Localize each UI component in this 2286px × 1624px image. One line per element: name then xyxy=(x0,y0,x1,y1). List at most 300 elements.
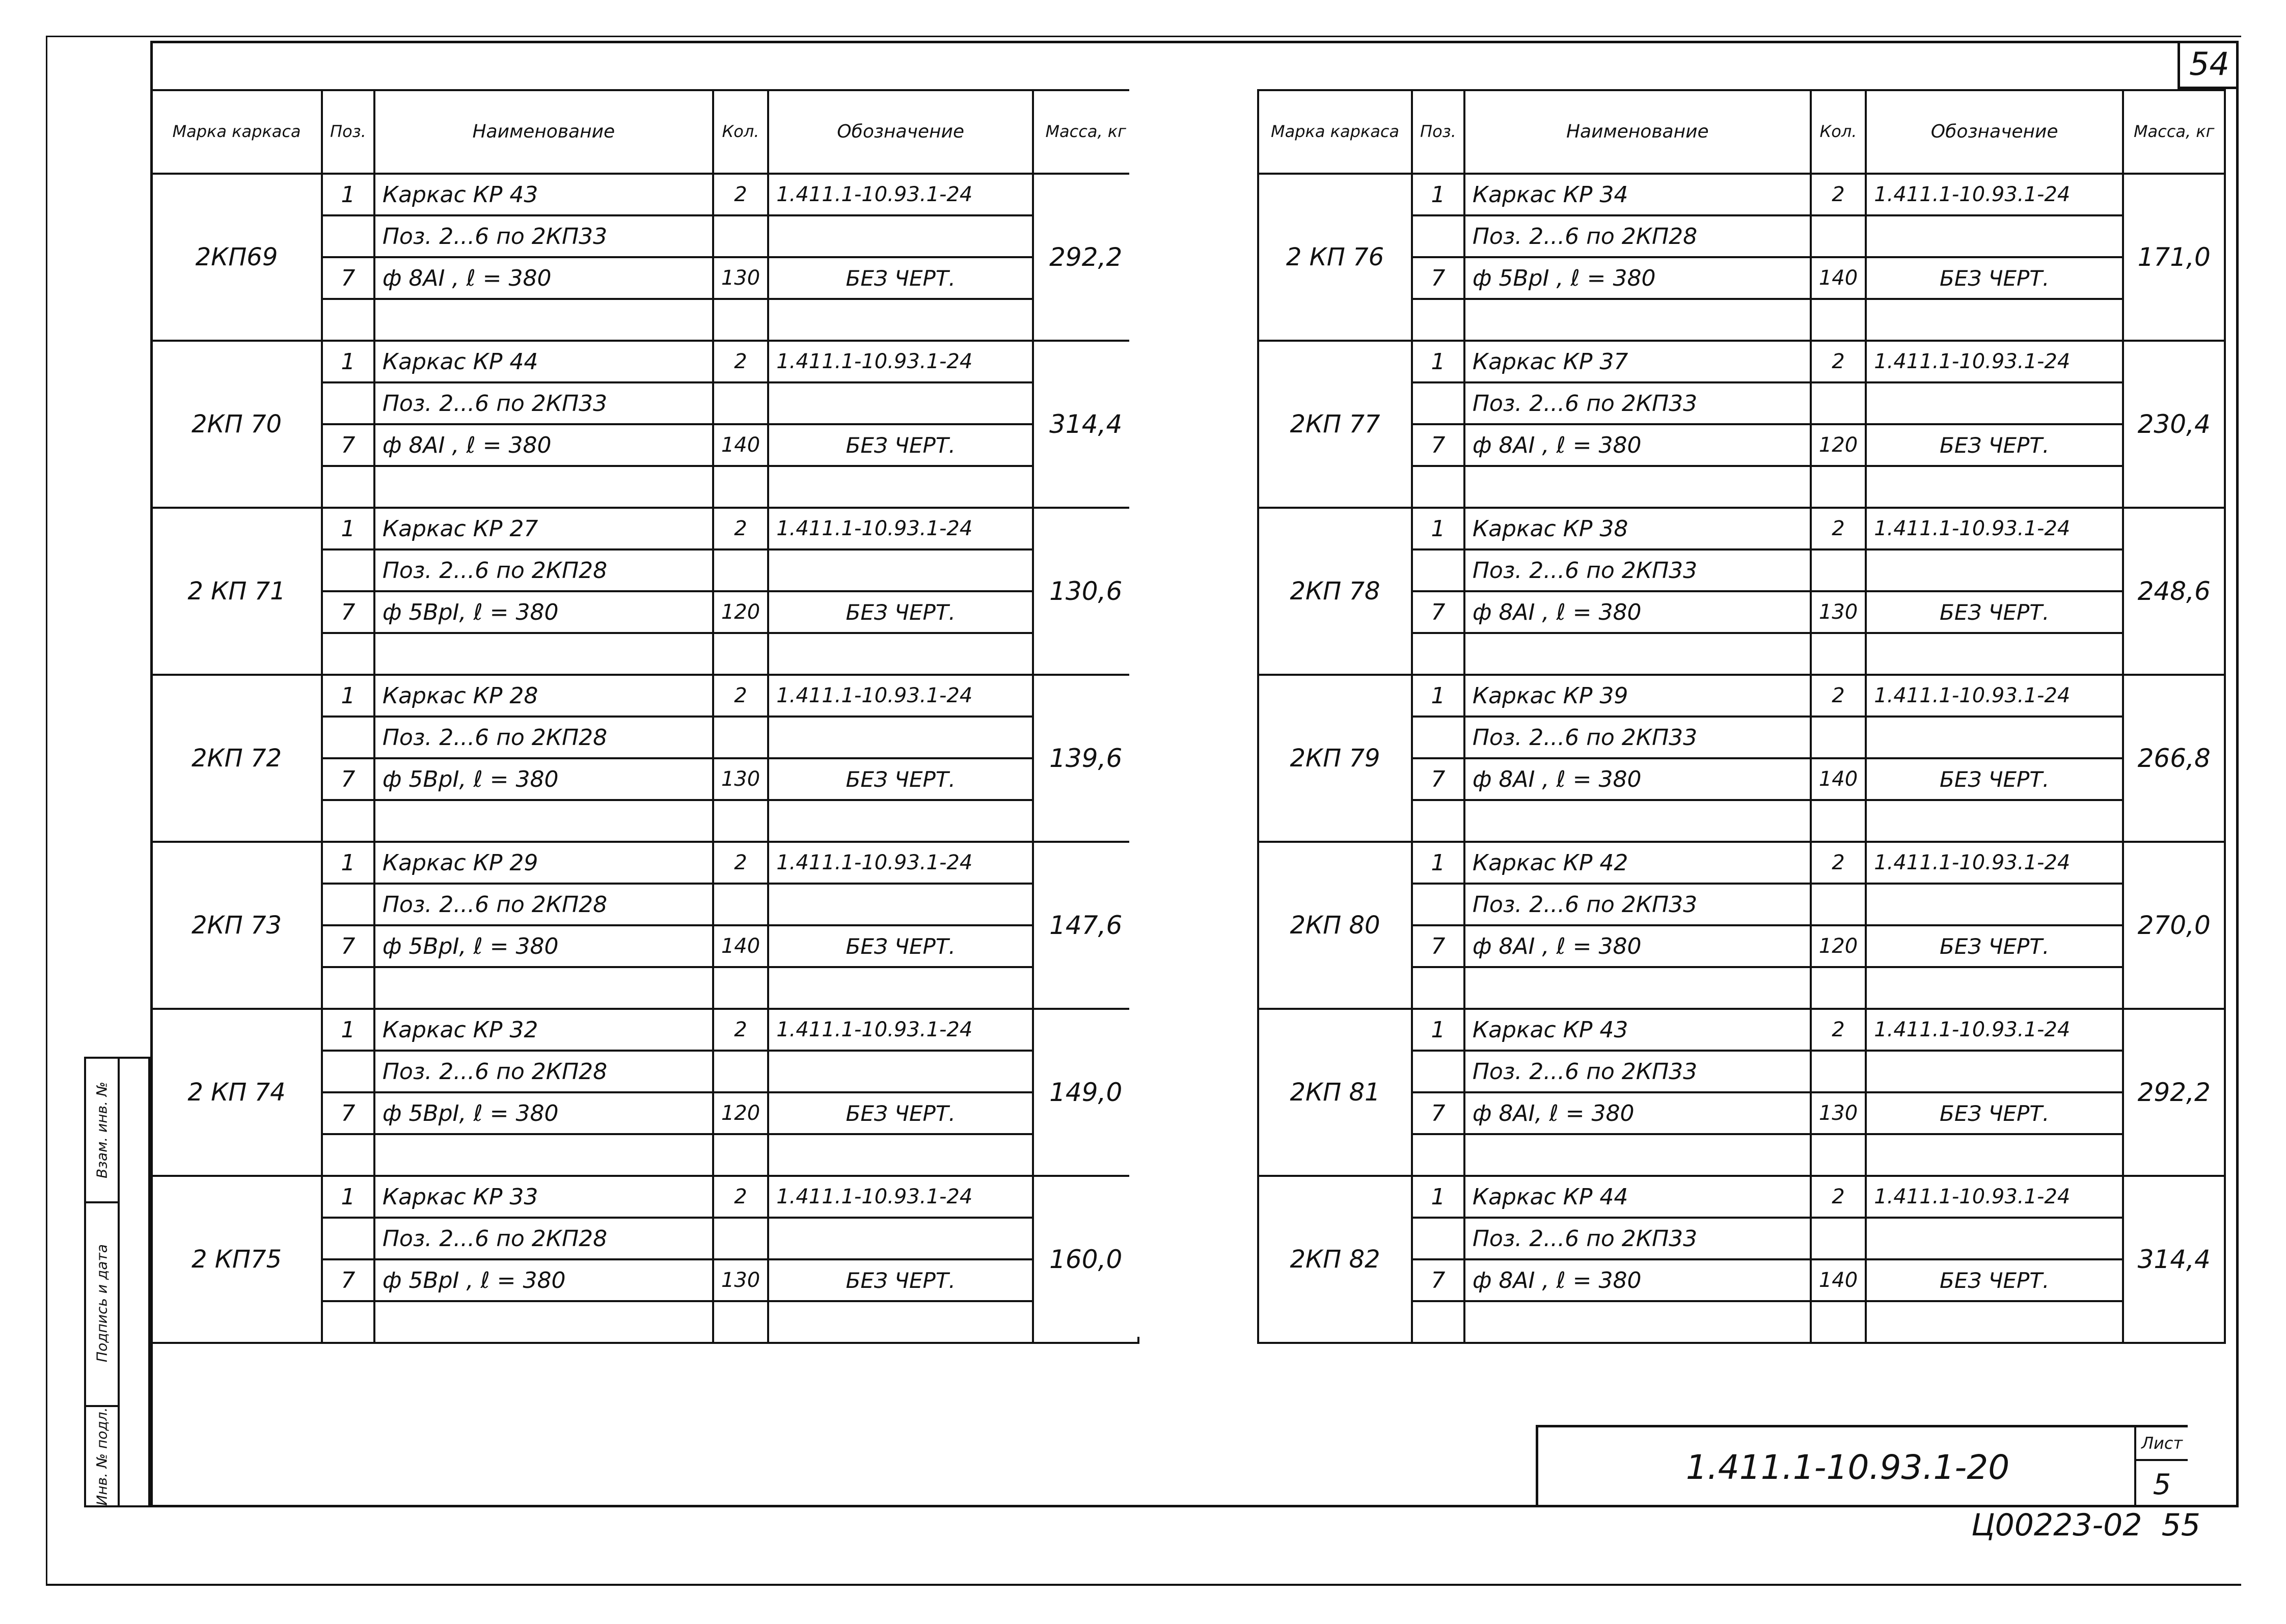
item-name: Каркас КР 27 xyxy=(374,508,713,549)
quantity: 2 xyxy=(713,1009,768,1051)
position xyxy=(1412,884,1464,925)
sheet-label: Лист xyxy=(2136,1427,2188,1461)
designation xyxy=(1866,299,2123,341)
item-name: Поз. 2...6 по 2КП33 xyxy=(1464,884,1811,925)
designation: 1.411.1-10.93.1-24 xyxy=(768,508,1033,549)
item-name: Поз. 2...6 по 2КП33 xyxy=(374,382,713,424)
col-header-pos: Поз. xyxy=(1412,90,1464,174)
item-name: Каркас КР 43 xyxy=(374,174,713,215)
frame-mass: 270,0 xyxy=(2123,842,2225,1009)
frame-mark: 2КП69 xyxy=(151,174,322,341)
quantity: 2 xyxy=(1811,1009,1866,1051)
quantity xyxy=(1811,299,1866,341)
position: 1 xyxy=(322,675,374,717)
frame-mass: 292,2 xyxy=(2123,1009,2225,1176)
position: 1 xyxy=(1412,842,1464,884)
item-name: ф 5ВрI, ℓ = 380 xyxy=(374,758,713,800)
quantity xyxy=(1811,382,1866,424)
quantity: 130 xyxy=(1811,591,1866,633)
quantity: 2 xyxy=(713,1176,768,1218)
position xyxy=(322,382,374,424)
position xyxy=(1412,717,1464,758)
table-row xyxy=(1258,341,2225,382)
item-name xyxy=(374,1134,713,1176)
designation: БЕЗ ЧЕРТ. xyxy=(1866,591,2123,633)
col-header-designation: Обозначение xyxy=(768,90,1033,174)
archive-stamp xyxy=(1971,1507,2200,1543)
position: 1 xyxy=(1412,675,1464,717)
position xyxy=(1412,382,1464,424)
item-name: Поз. 2...6 по 2КП28 xyxy=(374,1051,713,1092)
item-name xyxy=(374,299,713,341)
frame-mass: 149,0 xyxy=(1033,1009,1138,1176)
quantity: 140 xyxy=(713,424,768,466)
approval-strip-label-column xyxy=(86,1059,120,1505)
designation: 1.411.1-10.93.1-24 xyxy=(768,1176,1033,1218)
item-name: Поз. 2...6 по 2КП33 xyxy=(374,215,713,257)
designation: БЕЗ ЧЕРТ. xyxy=(1866,1092,2123,1134)
item-name: Поз. 2...6 по 2КП28 xyxy=(374,1218,713,1259)
archive-page: 55 xyxy=(2161,1507,2200,1543)
designation xyxy=(1866,466,2123,508)
item-name: ф 5ВрI , ℓ = 380 xyxy=(1464,257,1811,299)
position xyxy=(322,800,374,842)
designation xyxy=(768,800,1033,842)
quantity xyxy=(1811,1218,1866,1259)
quantity xyxy=(1811,549,1866,591)
item-name: ф 5ВрI, ℓ = 380 xyxy=(374,1092,713,1134)
item-name xyxy=(374,967,713,1009)
quantity xyxy=(713,466,768,508)
item-name xyxy=(1464,633,1811,675)
col-header-qty: Кол. xyxy=(1811,90,1866,174)
col-header-mark: Марка каркаса xyxy=(1258,90,1412,174)
designation xyxy=(768,1218,1033,1259)
quantity xyxy=(713,800,768,842)
table-row xyxy=(1258,1176,2225,1218)
document-code: 1.411.1-10.93.1-20 xyxy=(1685,1448,2010,1487)
designation xyxy=(768,967,1033,1009)
item-name: ф 5ВрI, ℓ = 380 xyxy=(374,591,713,633)
frame-mark: 2КП 81 xyxy=(1258,1009,1412,1176)
position: 1 xyxy=(322,341,374,382)
position: 7 xyxy=(1412,1092,1464,1134)
item-name xyxy=(1464,1301,1811,1343)
position: 7 xyxy=(1412,925,1464,967)
designation: БЕЗ ЧЕРТ. xyxy=(768,1092,1033,1134)
quantity xyxy=(1811,884,1866,925)
item-name: Поз. 2...6 по 2КП28 xyxy=(374,549,713,591)
quantity xyxy=(713,1051,768,1092)
item-name: Каркас КР 38 xyxy=(1464,508,1811,549)
quantity xyxy=(1811,1301,1866,1343)
item-name xyxy=(1464,800,1811,842)
item-name: ф 8АI , ℓ = 380 xyxy=(374,257,713,299)
position xyxy=(322,717,374,758)
item-name: Поз. 2...6 по 2КП33 xyxy=(1464,717,1811,758)
item-name: Каркас КР 43 xyxy=(1464,1009,1811,1051)
designation: 1.411.1-10.93.1-24 xyxy=(768,842,1033,884)
position xyxy=(322,1218,374,1259)
item-name: Поз. 2...6 по 2КП33 xyxy=(1464,549,1811,591)
item-name: Каркас КР 39 xyxy=(1464,675,1811,717)
frame-mark: 2 КП 76 xyxy=(1258,174,1412,341)
table-row xyxy=(1258,174,2225,215)
position: 1 xyxy=(1412,1009,1464,1051)
table-header-row xyxy=(1258,90,2225,174)
designation: 1.411.1-10.93.1-24 xyxy=(1866,508,2123,549)
quantity: 2 xyxy=(713,675,768,717)
spec-table-right-body xyxy=(1258,174,2225,1343)
quantity: 2 xyxy=(1811,174,1866,215)
title-block xyxy=(1536,1425,2188,1507)
frame-mark: 2 КП75 xyxy=(151,1176,322,1343)
frame-mass: 314,4 xyxy=(1033,341,1138,508)
designation xyxy=(768,717,1033,758)
designation: БЕЗ ЧЕРТ. xyxy=(768,925,1033,967)
position: 1 xyxy=(1412,508,1464,549)
item-name xyxy=(1464,299,1811,341)
position xyxy=(322,466,374,508)
position: 7 xyxy=(322,1092,374,1134)
position: 7 xyxy=(1412,758,1464,800)
position: 7 xyxy=(322,257,374,299)
sheet-number: 54 xyxy=(2178,41,2239,89)
designation xyxy=(1866,717,2123,758)
designation xyxy=(768,1301,1033,1343)
quantity: 2 xyxy=(1811,675,1866,717)
quantity xyxy=(713,215,768,257)
position: 7 xyxy=(322,591,374,633)
table-header-row xyxy=(151,90,1138,174)
position xyxy=(322,1051,374,1092)
quantity xyxy=(1811,466,1866,508)
position: 1 xyxy=(322,174,374,215)
position xyxy=(322,633,374,675)
quantity: 140 xyxy=(1811,257,1866,299)
designation xyxy=(768,633,1033,675)
frame-mark: 2КП 80 xyxy=(1258,842,1412,1009)
quantity xyxy=(713,1134,768,1176)
position: 1 xyxy=(1412,1176,1464,1218)
position: 7 xyxy=(1412,257,1464,299)
quantity xyxy=(713,884,768,925)
position xyxy=(1412,967,1464,1009)
archive-code: Ц00223-02 xyxy=(1971,1507,2142,1543)
item-name: ф 5ВрI, ℓ = 380 xyxy=(374,925,713,967)
quantity: 130 xyxy=(1811,1092,1866,1134)
position xyxy=(322,1134,374,1176)
designation: БЕЗ ЧЕРТ. xyxy=(768,1259,1033,1301)
quantity: 140 xyxy=(1811,1259,1866,1301)
item-name: Поз. 2...6 по 2КП33 xyxy=(1464,1051,1811,1092)
table-row xyxy=(151,174,1138,215)
item-name: Каркас КР 33 xyxy=(374,1176,713,1218)
position: 7 xyxy=(322,1259,374,1301)
designation: 1.411.1-10.93.1-24 xyxy=(1866,174,2123,215)
position: 1 xyxy=(1412,341,1464,382)
item-name: Поз. 2...6 по 2КП33 xyxy=(1464,382,1811,424)
quantity xyxy=(713,1218,768,1259)
item-name xyxy=(374,1301,713,1343)
quantity: 130 xyxy=(713,257,768,299)
frame-mass: 248,6 xyxy=(2123,508,2225,675)
designation xyxy=(768,884,1033,925)
approval-cell-replacement: Взам. инв. № xyxy=(86,1059,118,1203)
position: 1 xyxy=(322,842,374,884)
item-name: ф 8АI , ℓ = 380 xyxy=(1464,1259,1811,1301)
quantity: 2 xyxy=(1811,341,1866,382)
quantity: 2 xyxy=(1811,842,1866,884)
quantity: 120 xyxy=(713,1092,768,1134)
approval-strip xyxy=(84,1057,150,1507)
designation xyxy=(1866,1134,2123,1176)
quantity xyxy=(1811,1051,1866,1092)
frame-mark: 2КП 79 xyxy=(1258,675,1412,842)
frame-mass: 160,0 xyxy=(1033,1176,1138,1343)
designation: БЕЗ ЧЕРТ. xyxy=(1866,257,2123,299)
frame-mass: 139,6 xyxy=(1033,675,1138,842)
table-row xyxy=(151,1176,1138,1218)
designation xyxy=(1866,549,2123,591)
position xyxy=(1412,1051,1464,1092)
position xyxy=(1412,1134,1464,1176)
item-name: Каркас КР 34 xyxy=(1464,174,1811,215)
position xyxy=(1412,800,1464,842)
quantity xyxy=(713,967,768,1009)
outer-left-rule xyxy=(46,36,47,1584)
item-name: ф 8АI , ℓ = 380 xyxy=(1464,758,1811,800)
item-name: Поз. 2...6 по 2КП28 xyxy=(374,717,713,758)
designation: БЕЗ ЧЕРТ. xyxy=(1866,758,2123,800)
designation xyxy=(768,1051,1033,1092)
quantity xyxy=(713,717,768,758)
frame-mass: 314,4 xyxy=(2123,1176,2225,1343)
designation xyxy=(768,215,1033,257)
designation xyxy=(768,549,1033,591)
frame-mark: 2КП 72 xyxy=(151,675,322,842)
position xyxy=(322,1301,374,1343)
item-name: Каркас КР 28 xyxy=(374,675,713,717)
designation xyxy=(768,466,1033,508)
quantity xyxy=(713,1301,768,1343)
quantity: 2 xyxy=(1811,508,1866,549)
designation xyxy=(768,299,1033,341)
frame-mark: 2КП 77 xyxy=(1258,341,1412,508)
item-name: ф 8АI, ℓ = 380 xyxy=(1464,1092,1811,1134)
item-name: Каркас КР 44 xyxy=(374,341,713,382)
designation xyxy=(1866,1218,2123,1259)
col-header-mark: Марка каркаса xyxy=(151,90,322,174)
item-name: Каркас КР 32 xyxy=(374,1009,713,1051)
frame-mark: 2КП 82 xyxy=(1258,1176,1412,1343)
designation: 1.411.1-10.93.1-24 xyxy=(1866,1009,2123,1051)
designation: БЕЗ ЧЕРТ. xyxy=(768,424,1033,466)
position: 7 xyxy=(1412,591,1464,633)
quantity xyxy=(713,549,768,591)
position: 7 xyxy=(322,424,374,466)
frame-mass: 130,6 xyxy=(1033,508,1138,675)
table-row xyxy=(151,675,1138,717)
quantity: 2 xyxy=(1811,1176,1866,1218)
table-row xyxy=(151,1009,1138,1051)
designation: 1.411.1-10.93.1-24 xyxy=(768,1009,1033,1051)
designation: 1.411.1-10.93.1-24 xyxy=(1866,675,2123,717)
position xyxy=(1412,466,1464,508)
position xyxy=(1412,1301,1464,1343)
item-name xyxy=(1464,466,1811,508)
frame-mark: 2 КП 74 xyxy=(151,1009,322,1176)
designation: БЕЗ ЧЕРТ. xyxy=(768,591,1033,633)
position: 7 xyxy=(322,758,374,800)
designation: 1.411.1-10.93.1-24 xyxy=(1866,842,2123,884)
designation xyxy=(1866,633,2123,675)
position: 1 xyxy=(322,508,374,549)
table-row xyxy=(151,508,1138,549)
position xyxy=(1412,299,1464,341)
quantity xyxy=(713,382,768,424)
col-header-qty: Кол. xyxy=(713,90,768,174)
item-name: Каркас КР 42 xyxy=(1464,842,1811,884)
item-name: Каркас КР 44 xyxy=(1464,1176,1811,1218)
designation xyxy=(768,1134,1033,1176)
frame-mass: 171,0 xyxy=(2123,174,2225,341)
frame-mark: 2КП 73 xyxy=(151,842,322,1009)
table-row xyxy=(1258,508,2225,549)
quantity: 120 xyxy=(1811,925,1866,967)
position: 7 xyxy=(1412,1259,1464,1301)
sheet-value: 5 xyxy=(2153,1468,2171,1501)
designation xyxy=(1866,884,2123,925)
table-row xyxy=(151,341,1138,382)
quantity xyxy=(1811,215,1866,257)
item-name xyxy=(374,800,713,842)
item-name: Поз. 2...6 по 2КП28 xyxy=(374,884,713,925)
designation: 1.411.1-10.93.1-24 xyxy=(1866,341,2123,382)
item-name: Поз. 2...6 по 2КП28 xyxy=(1464,215,1811,257)
quantity xyxy=(1811,717,1866,758)
quantity xyxy=(1811,633,1866,675)
quantity xyxy=(1811,967,1866,1009)
designation: БЕЗ ЧЕРТ. xyxy=(768,257,1033,299)
frame-mark: 2 КП 71 xyxy=(151,508,322,675)
quantity xyxy=(1811,1134,1866,1176)
designation: 1.411.1-10.93.1-24 xyxy=(1866,1176,2123,1218)
designation: БЕЗ ЧЕРТ. xyxy=(1866,424,2123,466)
quantity: 2 xyxy=(713,341,768,382)
designation: БЕЗ ЧЕРТ. xyxy=(1866,1259,2123,1301)
quantity: 120 xyxy=(1811,424,1866,466)
quantity: 120 xyxy=(713,591,768,633)
approval-cell-inventory: Инв. № подл. xyxy=(93,1407,111,1506)
spec-table-left xyxy=(150,89,1139,1344)
item-name xyxy=(374,633,713,675)
outer-top-rule xyxy=(46,36,2241,37)
item-name: ф 5ВрI , ℓ = 380 xyxy=(374,1259,713,1301)
designation: 1.411.1-10.93.1-24 xyxy=(768,675,1033,717)
position xyxy=(322,549,374,591)
quantity xyxy=(1811,800,1866,842)
frame-mark: 2КП 70 xyxy=(151,341,322,508)
position: 7 xyxy=(1412,424,1464,466)
designation xyxy=(1866,1051,2123,1092)
quantity: 130 xyxy=(713,758,768,800)
position: 1 xyxy=(322,1176,374,1218)
quantity: 140 xyxy=(713,925,768,967)
item-name xyxy=(1464,967,1811,1009)
designation xyxy=(1866,382,2123,424)
designation: БЕЗ ЧЕРТ. xyxy=(1866,925,2123,967)
col-header-mass: Масса, кг xyxy=(2123,90,2225,174)
position xyxy=(322,967,374,1009)
col-header-designation: Обозначение xyxy=(1866,90,2123,174)
position xyxy=(1412,1218,1464,1259)
table-row xyxy=(151,842,1138,884)
designation: БЕЗ ЧЕРТ. xyxy=(768,758,1033,800)
table-gap xyxy=(1129,89,1257,1337)
position xyxy=(1412,549,1464,591)
position xyxy=(322,299,374,341)
position: 1 xyxy=(1412,174,1464,215)
frame-mass: 266,8 xyxy=(2123,675,2225,842)
frame-mark: 2КП 78 xyxy=(1258,508,1412,675)
frame-mass: 292,2 xyxy=(1033,174,1138,341)
outer-bottom-rule xyxy=(46,1584,2241,1586)
position xyxy=(1412,633,1464,675)
spec-table-right xyxy=(1257,89,2226,1344)
position xyxy=(322,215,374,257)
quantity: 140 xyxy=(1811,758,1866,800)
designation xyxy=(1866,967,2123,1009)
designation: 1.411.1-10.93.1-24 xyxy=(768,174,1033,215)
designation xyxy=(768,382,1033,424)
designation xyxy=(1866,215,2123,257)
table-row xyxy=(1258,842,2225,884)
table-row xyxy=(1258,675,2225,717)
designation: 1.411.1-10.93.1-24 xyxy=(768,341,1033,382)
position: 1 xyxy=(322,1009,374,1051)
item-name: Поз. 2...6 по 2КП33 xyxy=(1464,1218,1811,1259)
item-name: Каркас КР 29 xyxy=(374,842,713,884)
quantity: 2 xyxy=(713,174,768,215)
item-name xyxy=(374,466,713,508)
item-name: ф 8АI , ℓ = 380 xyxy=(1464,591,1811,633)
frame-mass: 147,6 xyxy=(1033,842,1138,1009)
item-name xyxy=(1464,1134,1811,1176)
position: 7 xyxy=(322,925,374,967)
col-header-name: Наименование xyxy=(1464,90,1811,174)
position xyxy=(322,884,374,925)
title-block-sheet-cell xyxy=(2134,1427,2188,1507)
position xyxy=(1412,215,1464,257)
frame-mass: 230,4 xyxy=(2123,341,2225,508)
designation xyxy=(1866,1301,2123,1343)
quantity xyxy=(713,633,768,675)
quantity: 2 xyxy=(713,842,768,884)
approval-cell-signature: Подпись и дата xyxy=(86,1201,118,1407)
quantity xyxy=(713,299,768,341)
quantity: 2 xyxy=(713,508,768,549)
item-name: ф 8АI , ℓ = 380 xyxy=(1464,925,1811,967)
col-header-mass: Масса, кг xyxy=(1033,90,1138,174)
col-header-name: Наименование xyxy=(374,90,713,174)
item-name: Каркас КР 37 xyxy=(1464,341,1811,382)
col-header-pos: Поз. xyxy=(322,90,374,174)
quantity: 130 xyxy=(713,1259,768,1301)
designation xyxy=(1866,800,2123,842)
item-name: ф 8АI , ℓ = 380 xyxy=(374,424,713,466)
spec-table-left-body xyxy=(151,174,1138,1343)
